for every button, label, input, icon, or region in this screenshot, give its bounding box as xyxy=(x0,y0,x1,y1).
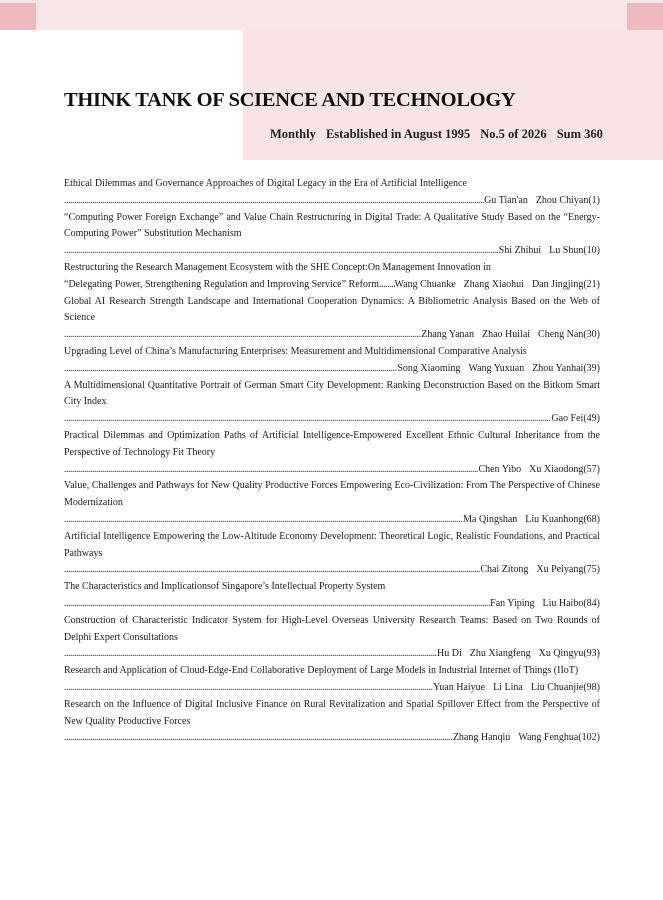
author-name: Xu Xiaodong xyxy=(529,463,584,475)
author-name: Zhang Hanqiu xyxy=(452,732,511,744)
page-number: (98) xyxy=(583,681,600,693)
toc-entry[interactable] xyxy=(64,210,600,260)
author-line xyxy=(64,596,600,613)
frequency: Monthly xyxy=(270,127,316,141)
top-band-left-block xyxy=(0,3,36,30)
author-name: Yuan Haiyue xyxy=(433,681,486,693)
article-title-continuation: “Delegating Power, Strengthening Regulation and Improving Service” Reform xyxy=(64,278,380,290)
author-name: Wang Yuxuan xyxy=(468,362,525,374)
page-number: (75) xyxy=(583,564,600,576)
toc-entry[interactable] xyxy=(64,478,600,528)
author-name: Wang Chuanke xyxy=(394,278,456,290)
article-title: Construction of Characteristic Indicator System for High-Level Overseas University Research Teams: Based on Two Rounds of Delphi Expert Consultations xyxy=(64,614,600,643)
page-number: (93) xyxy=(583,648,600,660)
author-line xyxy=(64,327,600,344)
article-title: Ethical Dilemmas and Governance Approaches of Digital Legacy in the Era of Artificial Intelligence xyxy=(64,178,467,189)
author-line xyxy=(64,730,600,747)
author-name: Zhou Chiyan xyxy=(535,194,589,206)
top-color-band xyxy=(0,0,663,30)
dot-leader xyxy=(64,243,499,260)
dot-leader xyxy=(64,562,480,579)
top-band-right-block xyxy=(627,3,663,30)
author-name: Zhang Yanan xyxy=(421,329,474,341)
toc-entry[interactable] xyxy=(64,260,600,294)
author-name: Gao Fei xyxy=(551,413,584,425)
dot-leader xyxy=(64,462,478,479)
author-line xyxy=(64,680,600,697)
page-number: (10) xyxy=(583,245,600,257)
author-line xyxy=(64,277,600,294)
page-number: (57) xyxy=(583,463,600,475)
dot-leader xyxy=(64,646,437,663)
article-title: Value, Challenges and Pathways for New Quality Productive Forces Empowering Eco-Civilization: From The Perspective of Chinese Modernization xyxy=(64,480,600,509)
author-name: Zhao Huilai xyxy=(482,329,531,341)
journal-title: THINK TANK OF SCIENCE AND TECHNOLOGY xyxy=(64,89,516,111)
page-number: (102) xyxy=(578,732,600,744)
publication-info xyxy=(270,127,603,142)
page-number: (84) xyxy=(583,597,600,609)
author-name: Wang Fenghua xyxy=(518,732,579,744)
article-title: Restructuring the Research Management Ecosystem with the SHE Concept:On Management Innovation in xyxy=(64,261,491,273)
dot-leader xyxy=(379,277,394,294)
article-title: Upgrading Level of China’s Manufacturing Enterprises: Measurement and Multidimensional Comparative Analysis xyxy=(64,345,527,357)
dot-leader xyxy=(64,193,484,210)
page-number: (21) xyxy=(583,278,600,290)
dot-leader xyxy=(64,327,421,344)
author-name: Shi Zhihui xyxy=(498,245,542,257)
article-title: A Multidimensional Quantitative Portrait of German Smart City Development: Ranking Deconstruction Based on the Bitkom Smart City Index xyxy=(64,379,600,408)
author-name: Chai Zitong xyxy=(480,564,529,576)
dot-leader xyxy=(64,512,463,529)
toc-entry[interactable] xyxy=(64,529,600,579)
dot-leader xyxy=(64,361,397,378)
toc-entry[interactable] xyxy=(64,613,600,663)
author-line xyxy=(64,462,600,479)
author-name: Liu Chuanjie xyxy=(530,681,584,693)
author-line xyxy=(64,562,600,579)
toc-entry[interactable] xyxy=(64,579,600,613)
article-title: The Characteristics and Implicationsof Singapore’s Intellectual Property System xyxy=(64,581,386,593)
author-line xyxy=(64,411,600,428)
toc-entry[interactable] xyxy=(64,378,600,428)
author-line xyxy=(64,512,600,529)
article-title: Practical Dilemmas and Optimization Paths of Artificial Intelligence-Empowered Excellent Ethnic Cultural Inheritance from the Perspective of Technology Fit Theory xyxy=(64,429,600,458)
author-name: Dan Jingjing xyxy=(531,278,584,290)
toc-entry[interactable] xyxy=(64,294,600,344)
author-name: Gu Tian'an xyxy=(484,194,528,206)
author-name: Zhou Yanhai xyxy=(532,362,584,374)
page-number: (49) xyxy=(583,413,600,425)
toc-entry[interactable] xyxy=(64,176,600,210)
author-line xyxy=(64,361,600,378)
article-title: Research on the Influence of Digital Inclusive Finance on Rural Revitalization and Spatial Spillover Effect from the Perspective of New Quality Productive Forces xyxy=(64,698,600,727)
article-title: Research and Application of Cloud-Edge-End Collaborative Deployment of Large Models in Industrial Internet of Things (IIoT) xyxy=(64,665,579,677)
toc-entry[interactable] xyxy=(64,663,600,697)
article-title: Artificial Intelligence Empowering the Low-Altitude Economy Development: Theoretical Logic, Realistic Foundations, and Practical Pathways xyxy=(64,530,600,559)
author-name: Chen Yibo xyxy=(478,463,522,475)
dot-leader xyxy=(64,411,551,428)
established-date: Established in August 1995 xyxy=(325,127,471,141)
dot-leader xyxy=(64,680,433,697)
page-number: (1) xyxy=(588,194,600,206)
toc-entry[interactable] xyxy=(64,697,600,747)
author-line xyxy=(64,243,600,260)
author-name: Lu Shun xyxy=(549,245,584,257)
article-title: Global AI Research Strength Landscape and International Cooperation Dynamics: A Bibliometric Analysis Based on the Web of Science xyxy=(64,295,600,324)
issue-number: No.5 of 2026 xyxy=(480,127,547,141)
dot-leader xyxy=(64,730,453,747)
author-name: Song Xiaoming xyxy=(397,362,461,374)
table-of-contents xyxy=(64,176,600,747)
author-name: Zhu Xiangfeng xyxy=(469,648,531,660)
author-line xyxy=(64,193,600,210)
author-name: Cheng Nan xyxy=(538,329,584,341)
author-name: Ma Qingshan xyxy=(463,513,518,525)
page-number: (39) xyxy=(583,362,600,374)
author-name: Xu Qingyu xyxy=(538,648,584,660)
page-number: (30) xyxy=(583,329,600,341)
toc-entry[interactable] xyxy=(64,344,600,378)
toc-entry[interactable] xyxy=(64,428,600,478)
author-name: Zhang Xiaohui xyxy=(463,278,524,290)
article-title: “Computing Power Foreign Exchange” and Value Chain Restructuring in Digital Trade: A Qualitative Study Based on the “Energy-Computing Power” Substitution Mechanism xyxy=(64,211,600,240)
author-name: Li Lina xyxy=(493,681,523,693)
author-name: Xu Peiyang xyxy=(536,564,584,576)
sum-number: Sum 360 xyxy=(556,127,603,141)
author-name: Liu Kuanhong xyxy=(525,513,584,525)
author-name: Liu Haibo xyxy=(542,597,584,609)
page-number: (68) xyxy=(583,513,600,525)
author-name: Fan Yiping xyxy=(490,597,535,609)
author-name: Hu Di xyxy=(437,648,462,660)
dot-leader xyxy=(64,596,490,613)
author-line xyxy=(64,646,600,663)
